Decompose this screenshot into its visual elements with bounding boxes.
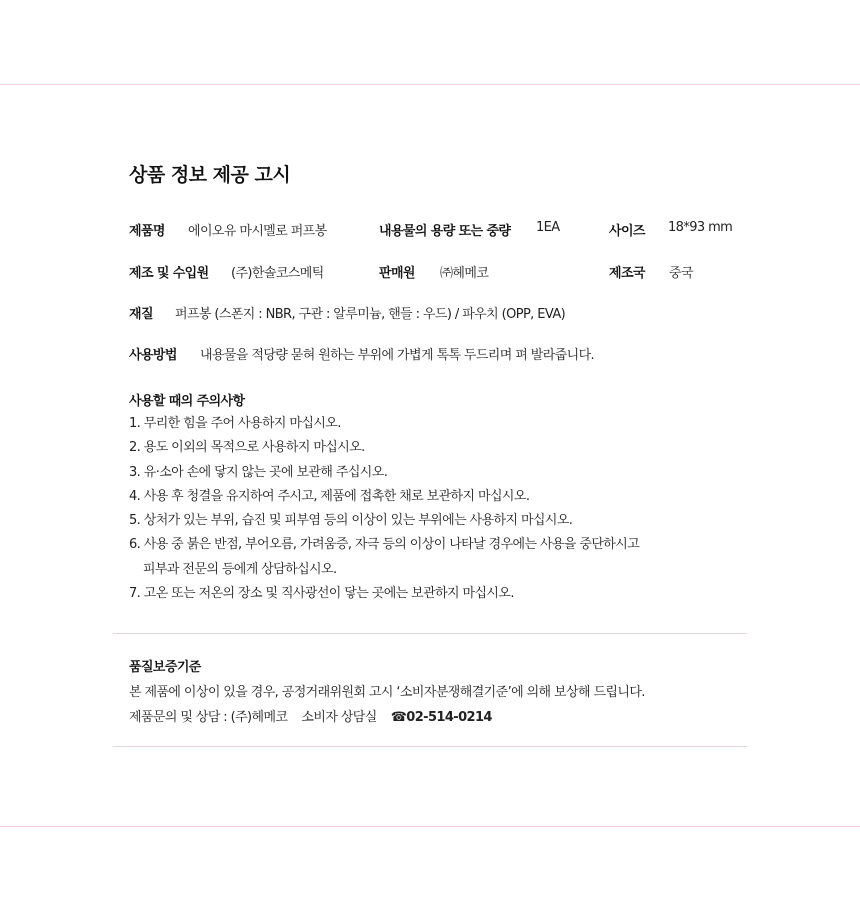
size-value: 18*93 mm [668,220,733,235]
maker-label: 제조 및 수입원 [129,266,209,281]
list-item: 6. 사용 중 붉은 반점, 부어오름, 가려움증, 자극 등의 이상이 나타날 경우에는 사용을 중단하시고 [129,537,640,553]
section-divider [113,633,747,634]
maker-value: (주)한솔코스메틱 [231,266,324,281]
phone-number: ☎02-514-0214 [390,710,492,725]
volume-label: 내용물의 용량 또는 중량 [379,224,511,239]
list-item: 7. 고온 또는 저온의 장소 및 직사광선이 닿는 곳에는 보관하지 마십시오. [129,586,514,602]
list-item: 1. 무리한 힘을 주어 사용하지 마십시오. [129,416,341,431]
usage-label: 사용방법 [129,348,177,363]
list-item: 3. 유·소아 손에 닿지 않는 곳에 보관해 주십시오. [129,464,388,480]
volume-value: 1EA [536,220,560,235]
product-name-label: 제품명 [129,224,165,239]
list-item: 4. 사용 후 청결을 유지하여 주시고, 제품에 접촉한 채로 보관하지 마십시오. [129,488,530,504]
product-name-value: 에이오유 마시멜로 퍼프봉 [188,224,327,239]
page-title: 상품 정보 제공 고시 [129,164,291,186]
size-label: 사이즈 [609,224,645,239]
list-item: 2. 용도 이외의 목적으로 사용하지 마십시오. [129,440,365,456]
center-text: 소비자 상담실 [301,710,377,725]
material-value: 퍼프봉 (스폰지 : NBR, 구관 : 알루미늄, 핸들 : 우드) / 파우치 (OPP, EVA) [175,307,566,322]
quality-statement: 본 제품에 이상이 있을 경우, 공정거래위원회 고시 ‘소비자분쟁해결기준’에 의해 보상해 드립니다. [129,685,645,700]
precautions-list [129,412,639,606]
top-divider [0,84,860,85]
usage-value: 내용물을 적당량 묻혀 원하는 부위에 가볍게 톡톡 두드리며 펴 발라줍니다. [200,348,595,363]
quality-heading: 품질보증기준 [129,660,201,675]
material-label: 재질 [129,307,153,322]
seller-value: ㈜헤메코 [440,266,489,281]
country-value: 중국 [669,266,693,281]
contact-line [129,706,492,725]
section-divider-bottom [113,746,747,747]
list-item: 5. 상처가 있는 부위, 습진 및 피부염 등의 이상이 있는 부위에는 사용하지 마십시오. [129,513,573,529]
list-item-continuation: 피부과 전문의 등에게 상담하십시오. [143,561,337,577]
bottom-divider [0,826,860,827]
country-label: 제조국 [609,266,645,281]
precautions-heading: 사용할 때의 주의사항 [129,394,245,409]
seller-label: 판매원 [379,266,415,281]
inquiry-text: 제품문의 및 상담 : (주)헤메코 [129,710,288,725]
